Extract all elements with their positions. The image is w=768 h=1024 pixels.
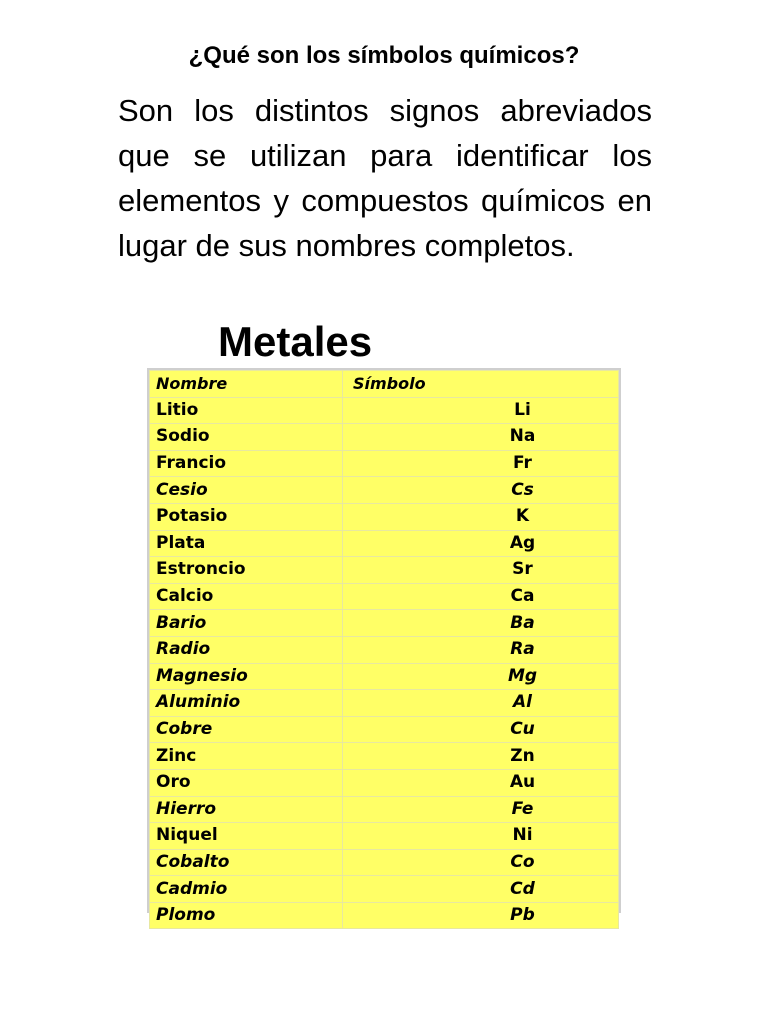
element-symbol: Na	[343, 424, 619, 451]
element-symbol: Mg	[343, 663, 619, 690]
element-name: Francio	[150, 450, 343, 477]
element-symbol: Zn	[343, 743, 619, 770]
table-row	[150, 902, 619, 929]
element-name: Cobre	[150, 716, 343, 743]
element-symbol: Ca	[343, 583, 619, 610]
table-row	[150, 636, 619, 663]
table-row	[150, 530, 619, 557]
element-symbol: Fe	[343, 796, 619, 823]
element-name: Niquel	[150, 823, 343, 850]
table-row	[150, 477, 619, 504]
element-name: Radio	[150, 636, 343, 663]
element-symbol: Fr	[343, 450, 619, 477]
element-name: Magnesio	[150, 663, 343, 690]
table-row	[150, 849, 619, 876]
element-symbol: Au	[343, 769, 619, 796]
element-name: Zinc	[150, 743, 343, 770]
element-name: Oro	[150, 769, 343, 796]
element-name: Potasio	[150, 503, 343, 530]
table-row	[150, 876, 619, 903]
table-row	[150, 557, 619, 584]
page-heading: ¿Qué son los símbolos químicos?	[188, 42, 580, 69]
element-symbol: Ba	[343, 610, 619, 637]
table-row	[150, 663, 619, 690]
table-header-row	[150, 371, 619, 398]
element-symbol: Ag	[343, 530, 619, 557]
table-row	[150, 796, 619, 823]
header-symbol: Símbolo	[343, 371, 619, 398]
table-body	[150, 397, 619, 929]
element-name: Cadmio	[150, 876, 343, 903]
table-row	[150, 690, 619, 717]
metals-table-container	[147, 368, 621, 926]
table-row	[150, 823, 619, 850]
element-symbol: Co	[343, 849, 619, 876]
table-row	[150, 450, 619, 477]
intro-paragraph: Son los distintos signos abreviados que se utilizan para identificar los elementos y compuestos químicos en lugar de sus nombres completos.	[118, 93, 652, 263]
table-row	[150, 743, 619, 770]
header-name: Nombre	[150, 371, 343, 398]
element-name: Cesio	[150, 477, 343, 504]
table-row	[150, 769, 619, 796]
element-symbol: Ni	[343, 823, 619, 850]
element-name: Cobalto	[150, 849, 343, 876]
element-name: Bario	[150, 610, 343, 637]
element-symbol: Cu	[343, 716, 619, 743]
element-name: Plomo	[150, 902, 343, 929]
element-name: Aluminio	[150, 690, 343, 717]
element-name: Calcio	[150, 583, 343, 610]
element-symbol: Pb	[343, 902, 619, 929]
element-name: Sodio	[150, 424, 343, 451]
element-name: Litio	[150, 397, 343, 424]
element-symbol: Sr	[343, 557, 619, 584]
table-row	[150, 716, 619, 743]
table-row	[150, 503, 619, 530]
element-symbol: Cd	[343, 876, 619, 903]
metals-table	[149, 370, 619, 929]
element-name: Hierro	[150, 796, 343, 823]
element-name: Plata	[150, 530, 343, 557]
element-name: Estroncio	[150, 557, 343, 584]
element-symbol: Cs	[343, 477, 619, 504]
element-symbol: Li	[343, 397, 619, 424]
element-symbol: Ra	[343, 636, 619, 663]
section-title: Metales	[218, 318, 373, 365]
table-row	[150, 424, 619, 451]
element-symbol: Al	[343, 690, 619, 717]
element-symbol: K	[343, 503, 619, 530]
table-row	[150, 397, 619, 424]
table-row	[150, 583, 619, 610]
table-row	[150, 610, 619, 637]
